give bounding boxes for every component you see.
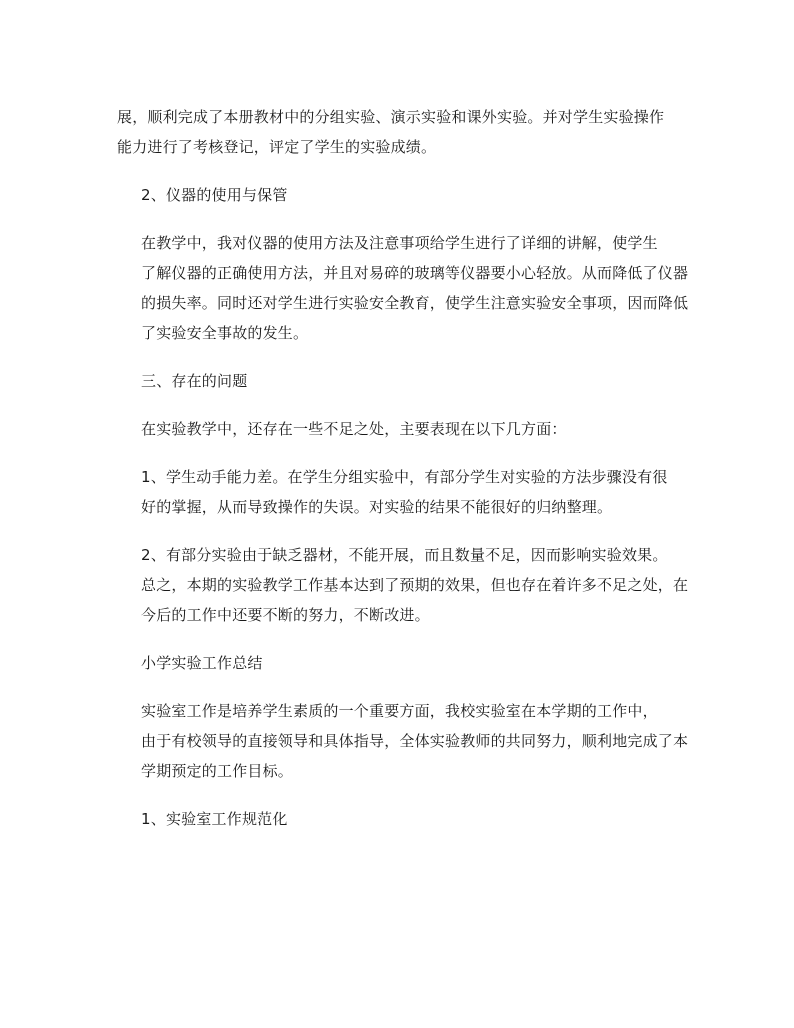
paragraph-gap xyxy=(117,678,683,696)
text-line: 在实验教学中，还存在一些不足之处，主要表现在以下几方面： xyxy=(141,420,567,438)
paragraph-lab-work-intro xyxy=(117,696,689,786)
paragraph-gap xyxy=(117,162,683,180)
text-line: 展，顺利完成了本册教材中的分组实验、演示实验和课外实验。并对学生实验操作 xyxy=(117,108,665,126)
text-line: 的损失率。同时还对学生进行实验安全教育，使学生注意实验安全事项，因而降低 xyxy=(141,294,689,312)
heading-existing-problems xyxy=(117,366,683,396)
text-line: 好的掌握，从而导致操作的失误。对实验的结果不能很好的归纳整理。 xyxy=(141,498,613,516)
text-line: 总之，本期的实验教学工作基本达到了预期的效果，但也存在着许多不足之处，在 xyxy=(141,576,689,594)
paragraph-gap xyxy=(117,522,683,540)
text-line: 学期预定的工作目标。 xyxy=(141,762,294,780)
paragraph-gap xyxy=(117,396,683,414)
heading-lab-standardization xyxy=(117,804,683,834)
paragraph-gap xyxy=(117,630,683,648)
paragraph-hands-on-ability xyxy=(117,462,683,522)
text-line: 了解仪器的正确使用方法，并且对易碎的玻璃等仪器要小心轻放。从而降低了仪器 xyxy=(141,264,689,282)
paragraph-shortcomings-intro xyxy=(117,414,683,444)
paragraph-gap xyxy=(117,786,683,804)
paragraph-equipment-shortage xyxy=(117,540,689,630)
text-line: 实验室工作是培养学生素质的一个重要方面，我校实验室在本学期的工作中， xyxy=(141,702,658,720)
text-line: 由于有校领导的直接领导和具体指导，全体实验教师的共同努力，顺利地完成了本 xyxy=(141,732,689,750)
paragraph-gap xyxy=(117,210,683,228)
document-body xyxy=(117,102,689,834)
heading-instrument-use xyxy=(117,180,683,210)
text-line: 1、实验室工作规范化 xyxy=(141,810,288,828)
text-line: 小学实验工作总结 xyxy=(141,654,263,672)
text-line: 三、存在的问题 xyxy=(141,372,248,390)
text-line: 了实验安全事故的发生。 xyxy=(141,324,309,342)
section-title xyxy=(117,648,683,678)
text-line: 1、学生动手能力差。在学生分组实验中，有部分学生对实验的方法步骤没有很 xyxy=(141,468,668,486)
paragraph-gap xyxy=(117,348,683,366)
paragraph-lab-completion xyxy=(117,102,683,162)
text-line: 2、有部分实验由于缺乏器材，不能开展，而且数量不足，因而影响实验效果。 xyxy=(141,546,668,564)
text-line: 在教学中，我对仪器的使用方法及注意事项给学生进行了详细的讲解，使学生 xyxy=(141,234,658,252)
text-line: 能力进行了考核登记，评定了学生的实验成绩。 xyxy=(117,138,437,156)
paragraph-instrument-teaching xyxy=(117,228,689,348)
text-line: 2、仪器的使用与保管 xyxy=(141,186,288,204)
paragraph-gap xyxy=(117,444,683,462)
text-line: 今后的工作中还要不断的努力，不断改进。 xyxy=(141,606,430,624)
